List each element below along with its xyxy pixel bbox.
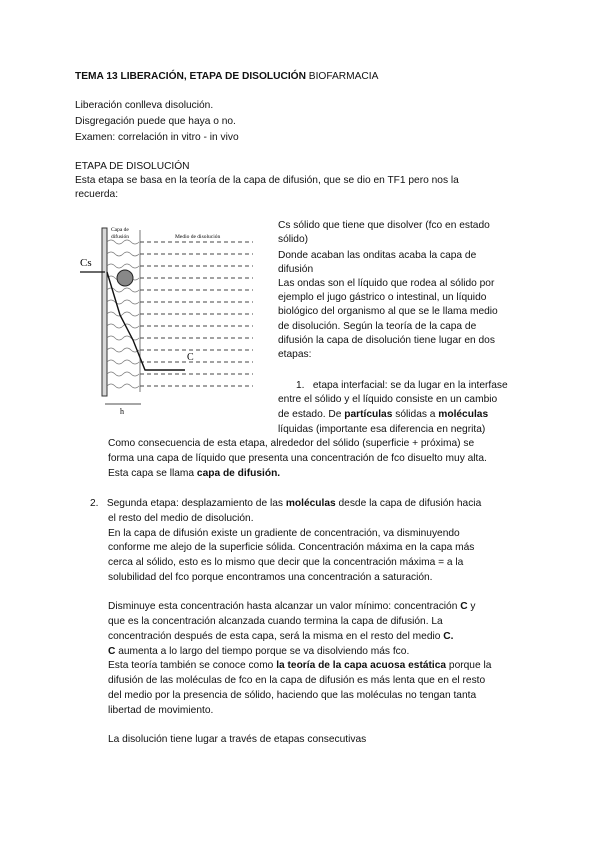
right-col-line-3: Donde acaban las onditas acaba la capa de bbox=[278, 250, 477, 261]
para2-line-3 bbox=[108, 630, 453, 644]
step1-text-3c: sólidas a bbox=[392, 409, 439, 420]
solid-surface bbox=[102, 228, 107, 396]
step2-number: 2. bbox=[90, 498, 99, 509]
step2-line-2: el resto del medio de disolución. bbox=[108, 513, 254, 524]
step2-line-1 bbox=[90, 497, 481, 511]
step1-number: 1. bbox=[296, 380, 305, 391]
capa-acuosa-bold: la teoría de la capa acuosa estática bbox=[276, 660, 447, 671]
dissolution-medium-lines bbox=[140, 242, 253, 386]
right-col-line-1: Cs sólido que tiene que disolver (fco en estado bbox=[278, 220, 490, 231]
right-col-line-2: sólido) bbox=[278, 234, 309, 245]
step2-text-1c: desde la capa de difusión hacia bbox=[335, 498, 482, 509]
step1-line-1 bbox=[296, 379, 508, 393]
diffusion-layer-label-1: Capa de bbox=[111, 227, 129, 233]
para1-line-3: cerca al sólido, esto es lo mismo que decir que la concentración máxima = a la bbox=[108, 557, 464, 568]
medium-label: Medio de disolución bbox=[175, 234, 221, 240]
consequence-line-2: forma una capa de líquido que presenta una concentración de fco disuelto muy alta. bbox=[108, 453, 487, 464]
right-col-line-7: biológico del organismo al que se le llama medio bbox=[278, 306, 498, 317]
concentration-profile bbox=[107, 272, 185, 370]
right-col-line-9: difusión la capa de disolución tiene lugar en dos bbox=[278, 335, 495, 346]
c-bold-1: C bbox=[460, 601, 468, 612]
step1-text-3a: de estado. De bbox=[278, 409, 345, 420]
step2-text-1a: Segunda etapa: desplazamiento de las bbox=[106, 498, 286, 509]
consequence-line-1: Como consecuencia de esta etapa, alrededor del sólido (superficie + próxima) se bbox=[108, 438, 475, 449]
c-label: C bbox=[187, 352, 194, 363]
h-label: h bbox=[120, 407, 124, 415]
para2-line-2: que es la concentración alcanzada cuando termina la capa de difusión. La bbox=[108, 616, 443, 627]
section-heading: ETAPA DE DISOLUCIÓN bbox=[75, 161, 190, 172]
para2-line-7: del medio por la presencia de sólido, haciendo que las moléculas no tengan tanta bbox=[108, 690, 477, 701]
para2-line-4 bbox=[108, 645, 409, 659]
right-col-line-4: difusión bbox=[278, 264, 314, 275]
section-intro-line-1: Esta etapa se basa en la teoría de la capa de difusión, que se dio en TF1 pero nos la bbox=[75, 175, 459, 186]
step2-moleculas-bold: moléculas bbox=[285, 498, 336, 509]
right-col-line-5: Las ondas son el líquido que rodea al sólido por bbox=[278, 278, 495, 289]
capa-difusion-bold: capa de difusión. bbox=[196, 468, 281, 479]
intro-line-3: Examen: correlación in vitro - in vivo bbox=[75, 132, 239, 143]
right-col-line-8: de disolución. Según la teoría de la capa de bbox=[278, 321, 477, 332]
consequence-line-3 bbox=[108, 467, 280, 481]
page-title bbox=[75, 70, 378, 84]
para1-line-1: En la capa de difusión existe un gradiente de concentración, va disminuyendo bbox=[108, 528, 460, 539]
consequence-text-3a: Esta capa se llama bbox=[108, 468, 197, 479]
closing-line: La disolución tiene lugar a través de etapas consecutivas bbox=[108, 734, 367, 745]
right-col-line-6: ejemplo el jugo gástrico o intestinal, un líquido bbox=[278, 292, 487, 303]
para1-line-2: conforme me alejo de la superficie sólida. Concentración máxima en la capa más bbox=[108, 542, 475, 553]
step1-line-4: líquidas (importante esa diferencia en negrita) bbox=[278, 424, 486, 435]
step1-text-1: etapa interfacial: se da lugar en la interfase bbox=[312, 380, 508, 391]
intro-line-1: Liberación conlleva disolución. bbox=[75, 100, 214, 111]
diffusion-layer-label-2: difusión bbox=[111, 234, 130, 240]
para2-text-5c: porque la bbox=[446, 660, 492, 671]
diffusion-layer-waves bbox=[107, 240, 139, 388]
c-bold-2: C. bbox=[443, 631, 454, 642]
solid-particle bbox=[117, 270, 133, 286]
diffusion-layer-diagram bbox=[75, 220, 260, 415]
cs-label: Cs bbox=[80, 257, 92, 269]
particulas-bold: partículas bbox=[344, 409, 393, 420]
moleculas-bold: moléculas bbox=[438, 409, 489, 420]
step1-line-2: entre el sólido y el líquido consiste en un cambio bbox=[278, 394, 498, 405]
para2-text-1a: Disminuye esta concentración hasta alcanzar un valor mínimo: concentración bbox=[108, 601, 461, 612]
para2-text-4b: aumenta a lo largo del tiempo porque se va disolviendo más fco. bbox=[115, 646, 410, 657]
para2-text-1c: y bbox=[467, 601, 476, 612]
para2-line-6: difusión de las moléculas de fco en la capa de difusión es más lenta que en el resto bbox=[108, 675, 486, 686]
section-intro-line-2: recuerda: bbox=[75, 189, 119, 200]
para1-line-4: solubilidad del fco porque encontramos una concentración a saturación. bbox=[108, 572, 433, 583]
para2-text-3a: concentración después de esta capa, será la misma en el resto del medio bbox=[108, 631, 444, 642]
page-title-subject: BIOFARMACIA bbox=[305, 71, 379, 82]
c-bold-3: C bbox=[108, 646, 116, 657]
right-col-line-10: etapas: bbox=[278, 349, 312, 360]
para2-line-5 bbox=[108, 659, 491, 673]
para2-line-8: libertad de movimiento. bbox=[108, 705, 214, 716]
para2-text-5a: Esta teoría también se conoce como bbox=[108, 660, 277, 671]
step1-line-3 bbox=[278, 408, 488, 422]
para2-line-1 bbox=[108, 600, 476, 614]
page-title-bold: TEMA 13 LIBERACIÓN, ETAPA DE DISOLUCIÓN bbox=[75, 71, 306, 82]
intro-line-2: Disgregación puede que haya o no. bbox=[75, 116, 236, 127]
